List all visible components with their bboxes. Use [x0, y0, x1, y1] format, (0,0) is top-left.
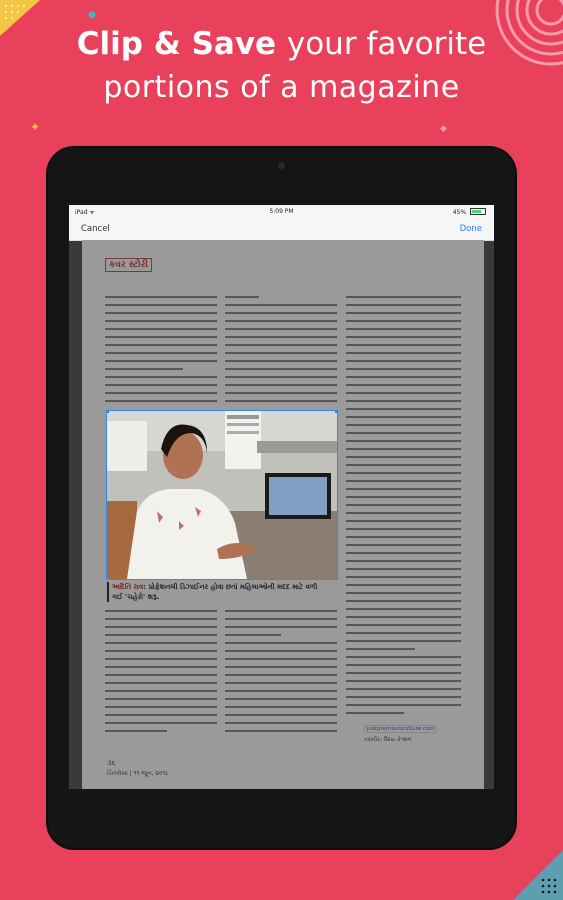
- done-button[interactable]: Done: [459, 224, 482, 234]
- woman-photo-image: [107, 411, 337, 579]
- cancel-button[interactable]: Cancel: [81, 224, 110, 234]
- clip-navbar: [69, 218, 494, 241]
- headline-bold: Clip & Save: [76, 26, 277, 62]
- text-column-2-top: [225, 296, 337, 408]
- clip-selection-photo[interactable]: [106, 410, 338, 580]
- caption-end: ગઈ 'ચહેરો' શરૂ.: [112, 593, 160, 601]
- battery-percent: 45%: [452, 209, 467, 216]
- caption-name: અદિતિ રાવ:: [112, 583, 147, 591]
- tablet-frame: [48, 148, 515, 848]
- text-column-1-bottom: [105, 610, 217, 738]
- corner-decoration-bottom-right: [503, 840, 563, 900]
- crop-handle-icon[interactable]: [106, 410, 109, 413]
- headline-rest: your favorite: [286, 26, 487, 62]
- tablet-screen: [69, 205, 494, 789]
- device-label: iPad ᯤ: [75, 209, 95, 216]
- text-column-3: [346, 296, 461, 720]
- sparkle-icon: ◆: [440, 124, 447, 134]
- sparkle-icon: ●: [88, 10, 96, 20]
- caption-text: પ્રોફેશનલી ડિઝાઈનર હોવા છતાં મહિલાઓની મદદ માટે વળી: [148, 583, 318, 591]
- crop-handle-icon[interactable]: [335, 410, 338, 413]
- text-column-1-top: [105, 296, 217, 408]
- issue-date: ચિત્રલેખા | ૧૧ જૂન, ૨૦૧૮: [107, 770, 169, 777]
- magazine-page[interactable]: [82, 240, 484, 789]
- battery-status: [453, 208, 486, 216]
- section-tag: કવર સ્ટોરી: [105, 258, 152, 272]
- battery-icon: [470, 208, 486, 215]
- crop-handle-icon[interactable]: [106, 577, 109, 580]
- photo-caption: [107, 582, 352, 602]
- crop-handle-icon[interactable]: [335, 577, 338, 580]
- photo-credit: તસવીર: ઉદય કેપ્શન: [364, 737, 412, 743]
- status-time: 5:09 PM: [269, 208, 294, 215]
- promo-headline: [0, 22, 563, 110]
- headline-line2: portions of a magazine: [103, 70, 460, 105]
- status-bar: [69, 205, 494, 218]
- text-column-2-bottom: [225, 610, 337, 738]
- sparkle-icon: ✦: [30, 120, 41, 134]
- page-number: ૩૬: [107, 759, 116, 767]
- source-url: justpremiumculture.com: [364, 725, 437, 733]
- camera-icon: [278, 162, 285, 169]
